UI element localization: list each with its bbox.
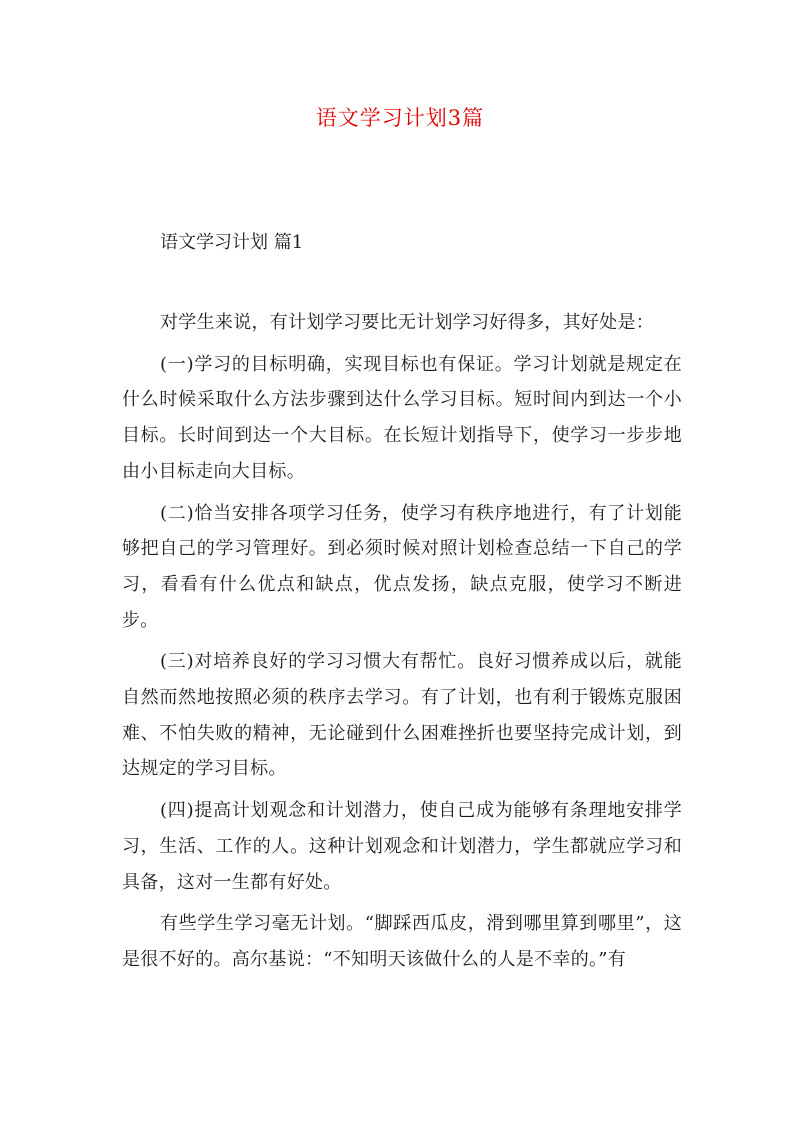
paragraph-intro: 对学生来说，有计划学习要比无计划学习好得多，其好处是： <box>160 312 655 333</box>
document-body <box>122 305 682 984</box>
paragraph-point-3: (三)对培养良好的学习习惯大有帮忙。良好习惯养成以后，就能自然而然地按照必须的秩序去学习。有了计划，也有利于锻炼克服困难、不怕失败的精神，无论碰到什么困难挫折也要坚持完成计划，到达规定的学习目标。 <box>122 651 682 780</box>
paragraph-closing: 有些学生学习毫无计划。“脚踩西瓜皮，滑到哪里算到哪里”，这是很不好的。高尔基说：“不知明天该做什么的人是不幸的。”有 <box>122 913 682 970</box>
section-heading: 语文学习计划 篇1 <box>160 232 304 253</box>
document-title: 语文学习计划3篇 <box>315 106 485 130</box>
paragraph-point-1: (一)学习的目标明确，实现目标也有保证。学习计划就是规定在什么时候采取什么方法步骤到达什么学习目标。短时间内到达一个小目标。长时间到达一个大目标。在长短计划指导下，使学习一步步地由小目标走向大目标。 <box>122 353 682 482</box>
paragraph-point-4: (四)提高计划观念和计划潜力，使自己成为能够有条理地安排学习，生活、工作的人。这种计划观念和计划潜力，学生都就应学习和具备，这对一生都有好处。 <box>122 800 682 893</box>
paragraph-point-2: (二)恰当安排各项学习任务，使学习有秩序地进行，有了计划能够把自己的学习管理好。到必须时候对照计划检查总结一下自己的学习，看看有什么优点和缺点，优点发扬，缺点克服，使学习不断进步。 <box>122 502 682 631</box>
